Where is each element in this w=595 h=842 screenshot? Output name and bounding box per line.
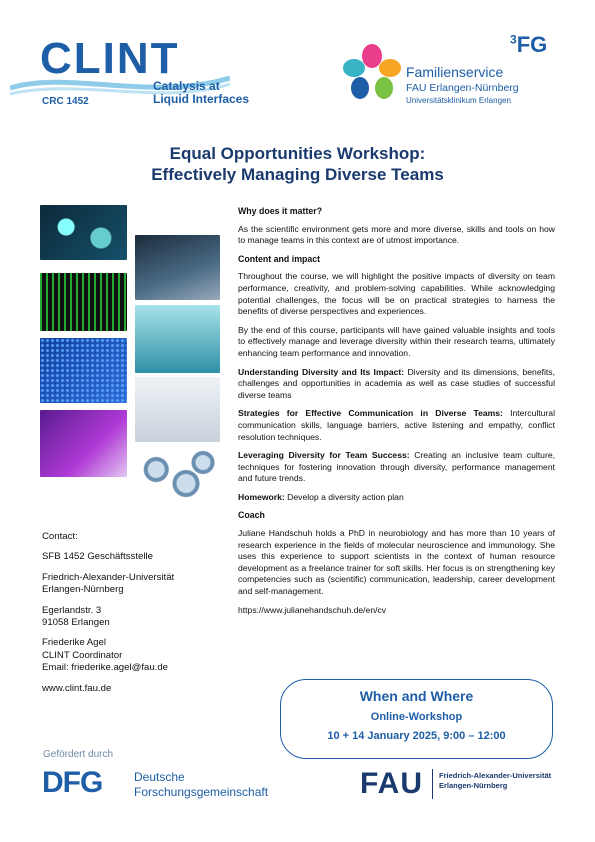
bottles-image — [135, 377, 220, 442]
fau-divider — [432, 769, 433, 799]
homework-paragraph — [238, 492, 555, 504]
contact-university — [42, 572, 227, 597]
familienservice-title: Familienservice — [406, 64, 504, 80]
understanding-label: Understanding Diversity and Its Impact: — [238, 366, 405, 377]
fau-mark: FAU — [360, 767, 423, 800]
contact-university-line2: Erlangen-Nürnberg — [42, 584, 124, 596]
understanding-paragraph — [238, 367, 555, 402]
image-collage — [40, 205, 220, 535]
impact-text-1: Throughout the course, we will highlight the positive impacts of diversity on team performance, creativity, and problem-solving capabilities. While acknowledging potential challenges, the focus will be on practical strategies to harness the benefits of diverse perspectives and experiences. — [238, 271, 555, 317]
contact-address — [42, 605, 227, 630]
dfg-mark: DFG — [42, 766, 103, 799]
contact-block — [42, 531, 227, 703]
leveraging-label: Leveraging Diversity for Team Success: — [238, 450, 410, 461]
lab-glass-image — [135, 305, 220, 373]
page-title — [0, 143, 595, 185]
why-text: As the scientific environment gets more and more diverse, skills and tools on how to manage teams in this context are of utmost importance. — [238, 223, 555, 246]
familienservice-logo — [340, 32, 560, 118]
contact-street: Egerlandstr. 3 — [42, 604, 102, 616]
strategies-text: Intercultural communication skills, language barriers, active listening and empathy, conflict resolution techniques. — [238, 408, 555, 442]
blue-particles-image — [40, 338, 127, 403]
contact-university-line1: Friedrich-Alexander-Universität — [42, 571, 175, 583]
monitor-image — [40, 273, 127, 331]
leveraging-paragraph — [238, 450, 555, 485]
when-dates: 10 + 14 January 2025, 9:00 – 12:00 — [327, 730, 506, 742]
dfg-name — [134, 770, 268, 800]
contact-person-name: Friederike Agel — [42, 637, 106, 649]
coach-text: Juliane Handschuh holds a PhD in neurobiology and has more than 10 years of research experience in the fields of molecular neuroscience and immunology. She uses this experience to support scientists in the context of human resource development as a freelance trainer for soft skills. Her focus is on strengthening key competencies such as (scientific) communication, leadership, career development and self-management. — [238, 528, 555, 597]
clint-subtitle-line2: Liquid Interfaces — [153, 92, 250, 106]
contact-person — [42, 637, 227, 674]
contact-city: 91058 Erlangen — [42, 617, 110, 629]
fau-name — [439, 771, 551, 791]
strategies-paragraph — [238, 408, 555, 443]
when-heading: When and Where — [359, 688, 474, 704]
title-line2: Effectively Managing Diverse Teams — [151, 165, 444, 184]
microscope-image — [40, 205, 127, 260]
why-heading: Why does it matter? — [238, 206, 323, 216]
familienservice-line2: FAU Erlangen-Nürnberg — [406, 82, 519, 94]
dfg-name-line1: Deutsche — [134, 770, 185, 784]
clint-logo — [10, 30, 250, 110]
title-line1: Equal Opportunities Workshop: — [169, 144, 426, 163]
f3g-letters: FG — [516, 32, 548, 57]
flower-icon — [340, 42, 404, 102]
leveraging-text: Creating an inclusive team culture, techniques for fostering innovation through diversity, performance management and future trends. — [238, 450, 555, 484]
contact-person-role: CLINT Coordinator — [42, 649, 123, 661]
understanding-text: Diversity and its dimensions, benefits, challenges and opportunities in academia as well as case studies of successful diverse teams — [238, 366, 555, 400]
contact-office: SFB 1452 Geschäftsstelle — [42, 551, 153, 563]
strategies-label: Strategies for Effective Communication in Diverse Teams: — [238, 408, 503, 419]
contact-label: Contact: — [42, 531, 78, 542]
clint-subtitle-line1: Catalysis at — [153, 79, 220, 93]
f3g-exponent: 3 — [510, 32, 517, 47]
contact-email-link[interactable]: Email: friederike.agel@fau.de — [42, 662, 168, 674]
coach-url-link[interactable]: https://www.julianehandschuh.de/en/cv — [238, 604, 387, 615]
contact-website-link[interactable]: www.clint.fau.de — [42, 682, 112, 694]
funded-by-label: Gefördert durch — [43, 749, 114, 760]
dfg-logo — [42, 766, 302, 806]
dfg-name-line2: Forschungsgemeinschaft — [134, 785, 269, 799]
fau-name-line2: Erlangen-Nürnberg — [439, 781, 508, 790]
when-format: Online-Workshop — [370, 711, 463, 723]
homework-label: Homework: — [238, 491, 285, 502]
fau-logo — [360, 767, 560, 807]
purple-instrument-image — [40, 410, 127, 477]
impact-text-2: By the end of this course, participants will have gained valuable insights and tools to effectively manage and leverage diversity within their research teams, ultimately enhancing team performance and innovation. — [238, 324, 555, 358]
clint-wordmark: CLINT — [40, 34, 180, 83]
when-and-where-box — [280, 679, 553, 759]
homework-text: Develop a diversity action plan — [284, 491, 404, 502]
fau-name-line1: Friedrich-Alexander-Universität — [439, 771, 552, 780]
clint-crc: CRC 1452 — [42, 96, 89, 107]
molecule-spheres-image — [135, 445, 220, 515]
f3g-mark — [510, 32, 547, 58]
impact-heading: Content and impact — [238, 253, 321, 264]
crystal-image — [135, 235, 220, 300]
clint-subtitle — [153, 80, 249, 106]
familienservice-line3: Universitätsklinikum Erlangen — [406, 96, 511, 105]
coach-heading: Coach — [238, 510, 265, 521]
main-content — [238, 206, 555, 616]
